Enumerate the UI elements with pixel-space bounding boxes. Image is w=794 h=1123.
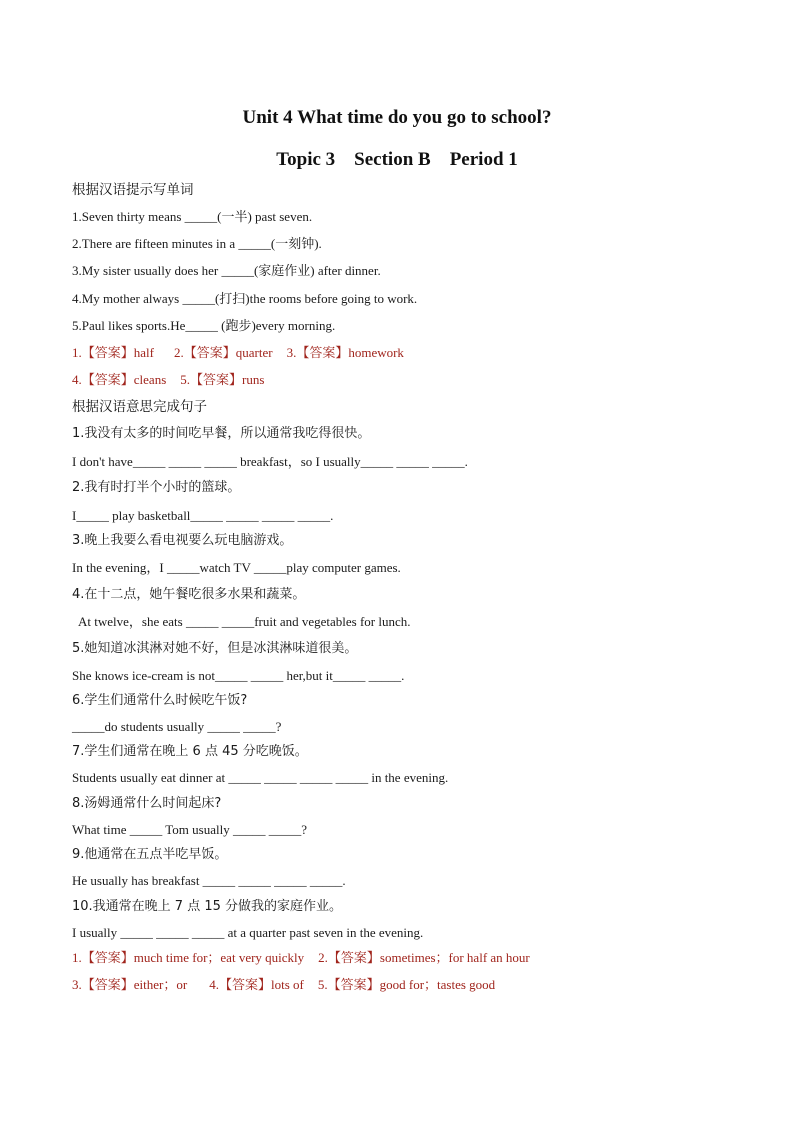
answer-num: 3. — [72, 977, 82, 992]
part2-item-2-cn: 2.我有时打半个小时的篮球。 — [72, 480, 241, 495]
answer-num: 5. — [317, 977, 328, 992]
part2-item-5-cn: 5.她知道冰淇淋对她不好，但是冰淇淋味道很美。 — [72, 641, 358, 656]
answer-num: 1. — [72, 950, 82, 965]
part2-item-10-cn: 10.我通常在晚上 7 点 15 分做我的家庭作业。 — [72, 899, 343, 914]
part2-answer-row-2 — [72, 976, 495, 995]
part2-answer-row-1 — [72, 949, 530, 968]
answer-text: half — [133, 345, 154, 360]
part1-question-3: 3.My sister usually does her _____(家庭作业) after dinner. — [72, 263, 381, 278]
page-title: Unit 4 What time do you go to school? — [242, 107, 552, 128]
part2-item-9-en: He usually has breakfast _____ _____ _____ _____. — [72, 873, 346, 888]
answer-text: much time for；eat very quickly — [133, 950, 305, 965]
part1-heading: 根据汉语提示写单词 — [72, 182, 194, 198]
answer-num: 2. — [173, 345, 184, 360]
answer-tag: 【答案】 — [81, 951, 134, 966]
part1-question-5: 5.Paul likes sports.He_____ (跑步)every morning. — [72, 318, 336, 333]
answer-text: either；or — [133, 977, 188, 992]
part2-item-6-cn: 6.学生们通常什么时候吃午饭? — [72, 693, 248, 708]
answer-tag: 【答案】 — [327, 978, 380, 993]
answer-text: sometimes；for half an hour — [379, 950, 530, 965]
answer-tag: 【答案】 — [218, 978, 271, 993]
answer-num: 3. — [286, 345, 297, 360]
answer-tag: 【答案】 — [81, 978, 134, 993]
part2-item-1-cn: 1.我没有太多的时间吃早餐，所以通常我吃得很快。 — [72, 426, 371, 441]
part2-item-8-en: What time _____ Tom usually _____ _____? — [72, 822, 307, 837]
part2-item-2-en: I_____ play basketball_____ _____ _____ _____. — [72, 508, 334, 523]
part2-item-5-en: She knows ice-cream is not_____ _____ her,but it_____ _____. — [72, 668, 405, 683]
part2-item-3-cn: 3.晚上我要么看电视要么玩电脑游戏。 — [72, 533, 293, 548]
page-subtitle: Topic 3 Section B Period 1 — [276, 149, 518, 170]
part2-item-4-cn: 4.在十二点，她午餐吃很多水果和蔬菜。 — [72, 587, 306, 602]
answer-num: 1. — [72, 345, 82, 360]
answer-tag: 【答案】 — [327, 951, 380, 966]
part2-item-9-cn: 9.他通常在五点半吃早饭。 — [72, 847, 228, 862]
answer-num: 5. — [180, 372, 190, 387]
part2-item-1-en: I don't have_____ _____ _____ breakfast，so I usually_____ _____ _____. — [72, 454, 468, 469]
answer-num: 2. — [318, 950, 328, 965]
answer-text: homework — [348, 345, 404, 360]
part1-answer-row-2 — [72, 371, 264, 390]
answer-tag: 【答案】 — [190, 373, 243, 388]
part2-item-10-en: I usually _____ _____ _____ at a quarter past seven in the evening. — [72, 925, 424, 940]
part1-answer-row-1 — [72, 344, 404, 363]
part2-item-7-cn: 7.学生们通常在晚上 6 点 45 分吃晚饭。 — [72, 744, 308, 759]
part2-item-7-en: Students usually eat dinner at _____ _____ _____ _____ in the evening. — [72, 770, 449, 785]
answer-tag: 【答案】 — [81, 373, 134, 388]
answer-text: quarter — [235, 345, 273, 360]
answer-text: good for；tastes good — [379, 977, 496, 992]
part1-question-1: 1.Seven thirty means _____(一半) past seven. — [72, 209, 313, 224]
answer-text: runs — [242, 372, 265, 387]
answer-tag: 【答案】 — [296, 346, 349, 361]
answer-tag: 【答案】 — [81, 346, 134, 361]
part2-item-3-en: In the evening，I _____watch TV _____play computer games. — [72, 560, 401, 575]
part2-item-4-en: At twelve，she eats _____ _____fruit and vegetables for lunch. — [78, 614, 411, 629]
answer-tag: 【答案】 — [183, 346, 236, 361]
part2-item-6-en: _____do students usually _____ _____? — [72, 719, 282, 734]
answer-text: cleans — [133, 372, 167, 387]
answer-num: 4. — [209, 977, 219, 992]
part2-item-8-cn: 8.汤姆通常什么时间起床? — [72, 796, 222, 811]
answer-text: lots of — [270, 977, 304, 992]
part1-question-2: 2.There are fifteen minutes in a _____(一刻钟). — [72, 236, 322, 251]
part2-heading: 根据汉语意思完成句子 — [72, 399, 207, 415]
answer-num: 4. — [72, 372, 82, 387]
part1-question-4: 4.My mother always _____(打扫)the rooms before going to work. — [72, 291, 418, 306]
